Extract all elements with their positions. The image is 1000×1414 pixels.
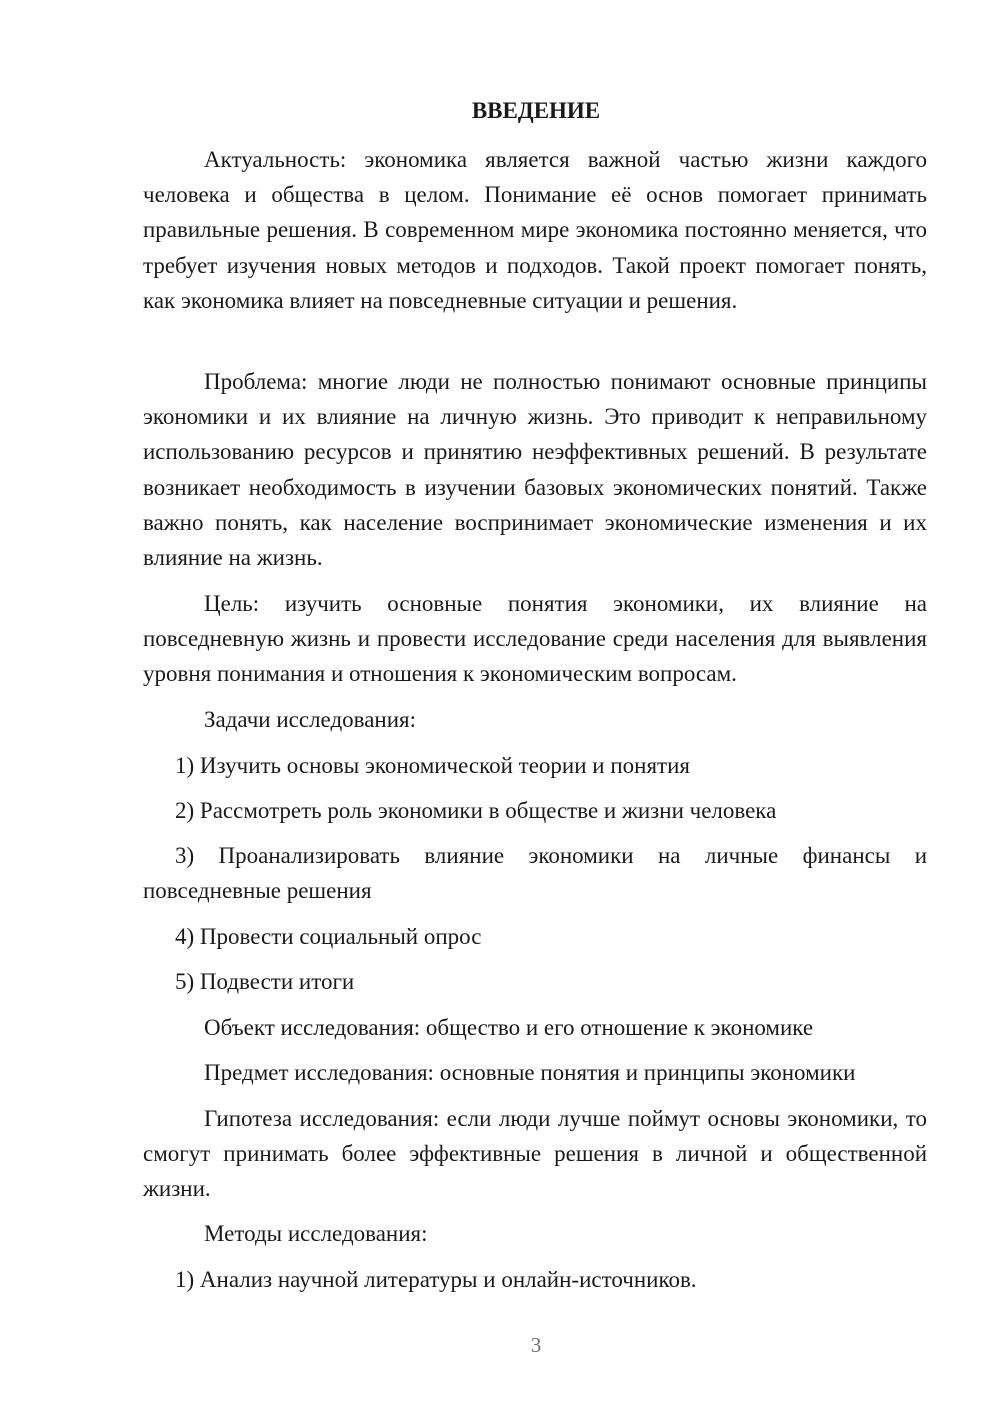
task-item-2: 2) Рассмотреть роль экономики в обществе и жизни человека: [175, 798, 777, 823]
object-paragraph: Объект исследования: общество и его отношение к экономике: [204, 1015, 814, 1040]
task-item-5: 5) Подвести итоги: [175, 969, 355, 994]
task-item-1: 1) Изучить основы экономической теории и понятия: [175, 753, 690, 778]
section-heading: ВВЕДЕНИЕ: [471, 98, 601, 123]
task-item-4: 4) Провести социальный опрос: [175, 924, 482, 949]
subject-paragraph: Предмет исследования: основные понятия и принципы экономики: [204, 1060, 856, 1085]
relevance-paragraph: Актуальность: экономика является важной частью жизни каждого человека и общества в целом. Понимание её основ помогает принимать правильные решения. В современном мире экономика постоянно меняется, что требует изучения новых методов и подходов. Такой проект помогает понять, как экономика влияет на повседневные ситуации и решения.: [143, 147, 927, 313]
problem-paragraph: Проблема: многие люди не полностью понимают основные принципы экономики и их влияние на личную жизнь. Это приводит к неправильному использованию ресурсов и принятию неэффективных решений. В результате возникает необходимость в изучении базовых экономических понятий. Также важно понять, как население воспринимает экономические изменения и их влияние на жизнь.: [143, 369, 927, 571]
page-number: 3: [530, 1333, 542, 1357]
hypothesis-paragraph: Гипотеза исследования: если люди лучше поймут основы экономики, то смогут принимать более эффективные решения в личной и общественной жизни.: [143, 1106, 927, 1202]
goal-paragraph: Цель: изучить основные понятия экономики, их влияние на повседневную жизнь и провести исследование среди населения для выявления уровня понимания и отношения к экономическим вопросам.: [143, 591, 927, 687]
methods-title: Методы исследования:: [204, 1221, 428, 1246]
task-item-3: 3) Проанализировать влияние экономики на личные финансы и повседневные решения: [143, 843, 927, 904]
tasks-title: Задачи исследования:: [204, 707, 417, 732]
method-item-1: 1) Анализ научной литературы и онлайн-источников.: [175, 1267, 697, 1292]
